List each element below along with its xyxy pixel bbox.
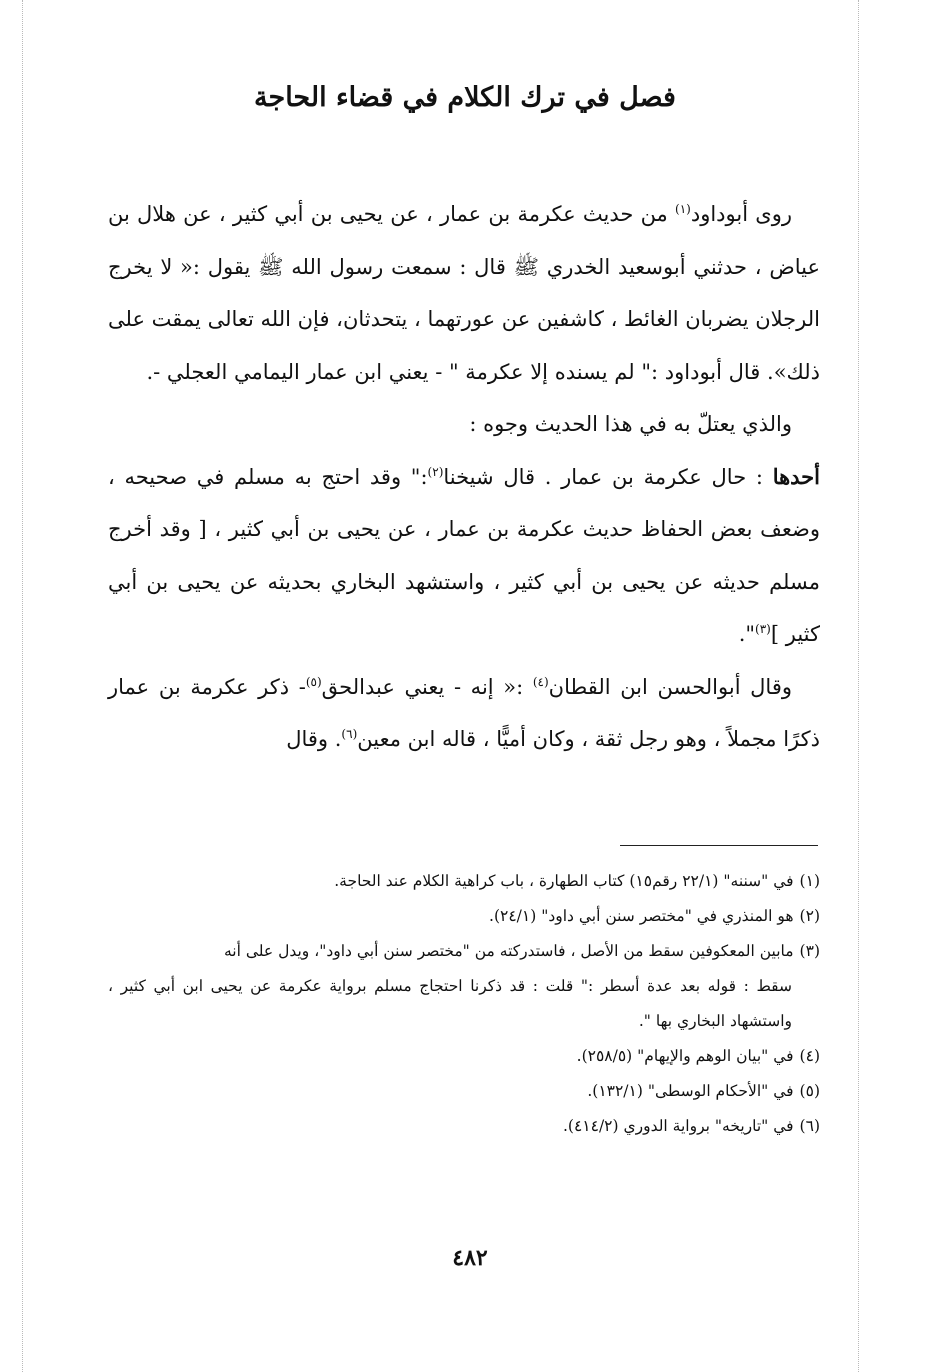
footnote-3-text: مابين المعكوفين سقط من الأصل ، فاستدركته من "مختصر سنن أبي داود"، ويدل على أنه: [223, 942, 794, 960]
right-margin-guide: [858, 0, 859, 1372]
paragraph-1-text-a: روى أبوداود: [690, 202, 793, 226]
footnote-3-number: (٣): [799, 942, 820, 960]
footnote-1-number: (١): [799, 872, 820, 890]
paragraph-4-text-a: وقال أبوالحسن ابن القطان: [548, 674, 793, 699]
footnote-separator: [620, 845, 818, 846]
paragraph-3-text-c: ".: [738, 622, 756, 646]
footnote-marker-4: (٤): [532, 674, 549, 689]
footnote-6-text: في "تاريخه" برواية الدوري (٤١٤/٢).: [562, 1117, 794, 1135]
footnote-6: [108, 1109, 820, 1144]
footnote-2-number: (٢): [799, 907, 820, 925]
footnote-5: [108, 1074, 820, 1109]
paragraph-2: والذي يعتلّ به في هذا الحديث وجوه :: [469, 412, 792, 436]
footnote-3: [108, 934, 820, 969]
footnote-marker-3: (٣): [755, 622, 771, 636]
footnote-marker-1: (١): [675, 202, 691, 216]
page-number: ٤٨٢: [452, 1245, 488, 1271]
footnote-1: [108, 864, 820, 899]
footnote-marker-5: (٥): [305, 674, 322, 689]
paragraph-3-text-b: :" وقد احتج به مسلم في صحيحه ، وضعف بعض الحفاظ حديث عكرمة بن عمار ، عن يحيى بن أبي كثير ، [ وقد أخرج مسلم حديثه عن يحيى بن أبي كثير ، واستشهد البخاري بحديثه عن يحيى بن أبي كثير ]: [108, 464, 820, 646]
footnote-6-number: (٦): [799, 1117, 820, 1135]
left-margin-guide: [22, 0, 23, 1372]
paragraph-1: [108, 188, 820, 398]
paragraph-4-text-c: - ذكر عكرمة بن عمار ذكرًا مجملاً ، وهو رجل ثقة ، وكان أميًّا ، قاله ابن معين: [108, 674, 820, 751]
footnote-5-number: (٥): [799, 1082, 820, 1100]
paragraph-3-lead-word: أحدها: [772, 463, 820, 489]
paragraph-3: [108, 451, 820, 661]
footnotes-list: [108, 864, 820, 1144]
footnote-marker-2: (٢): [427, 464, 444, 479]
paragraph-3-text-a: : حال عكرمة بن عمار . قال شيخنا: [443, 464, 773, 489]
paragraph-1-text-b: من حديث عكرمة بن عمار ، عن يحيى بن أبي كثير ، عن هلال بن عياض ، حدثني أبوسعيد الخدري ﷺ قال : سمعت رسول الله ﷺ يقول :« لا يخرج الرجلان يضربان الغائط ، كاشفين عن عورتهما ، يتحدثان، فإن الله تعالى يمقت على ذلك». قال أبوداود :" لم يسنده إلا عكرمة " - يعني ابن عمار اليمامي العجلي -.: [108, 202, 820, 384]
footnote-marker-6: (٦): [341, 727, 358, 741]
footnote-5-text: في "الأحكام الوسطى" (١٣٢/١).: [587, 1082, 794, 1100]
paragraph-4-text-b: :« إنه - يعني عبدالحق: [321, 674, 533, 699]
footnote-4-number: (٤): [799, 1047, 820, 1065]
footnote-1-text: في "سننه" (٢٢/١ رقم١٥) كتاب الطهارة ، باب كراهية الكلام عند الحاجة.: [334, 872, 794, 890]
main-text: [108, 188, 820, 766]
paragraph-4-text-d: . وقال: [286, 727, 342, 751]
footnote-4-text: في "بيان الوهم والإيهام" (٢٥٨/٥).: [576, 1047, 794, 1065]
footnote-4: [108, 1039, 820, 1074]
section-heading: فصل في ترك الكلام في قضاء الحاجة: [254, 82, 676, 113]
footnote-2-text: هو المنذري في "مختصر سنن أبي داود" (٢٤/١).: [489, 907, 794, 925]
footnote-3-continuation: سقط : قوله بعد عدة أسطر :" قلت : قد ذكرنا احتجاج مسلم برواية عكرمة عن يحيى ابن أبي كثير ، واستشهاد البخاري بها ".: [108, 977, 792, 1030]
footnote-2: [108, 899, 820, 934]
paragraph-4: [108, 661, 820, 766]
